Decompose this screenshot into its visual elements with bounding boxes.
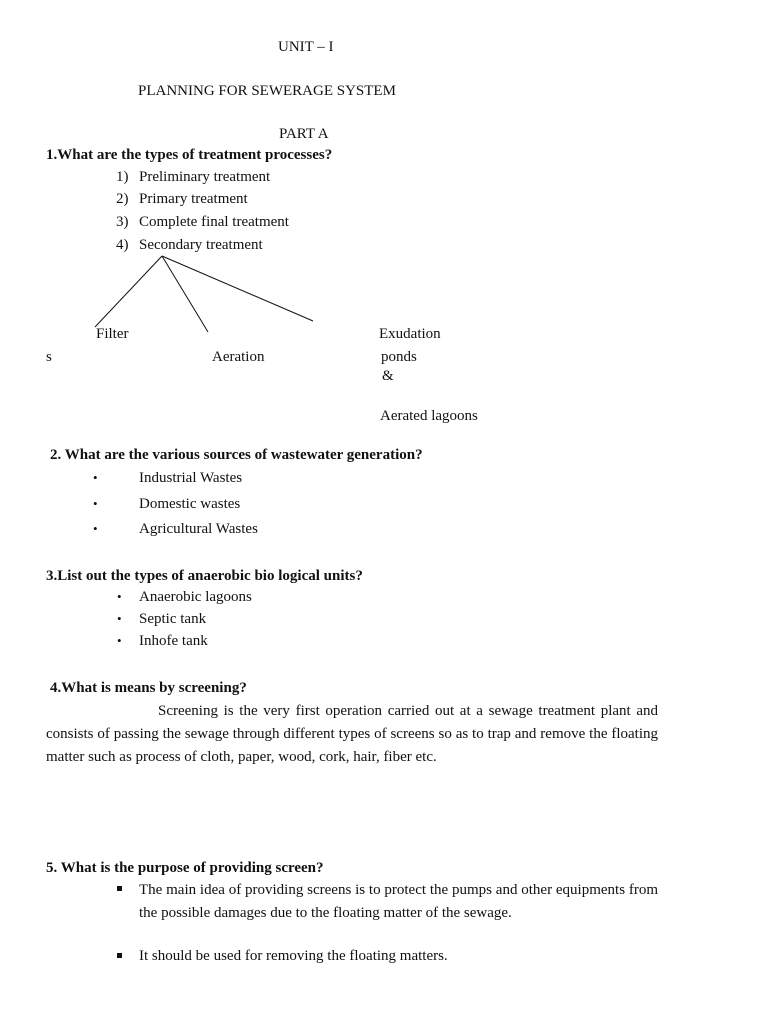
square-bullet-icon (117, 953, 122, 958)
page-title: PLANNING FOR SEWERAGE SYSTEM (138, 83, 396, 99)
diagram-label-filter: Filter (96, 326, 129, 342)
list-item: Inhofe tank (139, 633, 208, 649)
list-item-number: 3) (116, 214, 129, 230)
branch-line-aeration (162, 256, 208, 332)
list-item: Domestic wastes (139, 496, 241, 512)
diagram-label-aeration: Aeration (212, 349, 265, 365)
list-item-number: 1) (116, 169, 129, 185)
bullet-icon: • (117, 589, 122, 604)
answer-5-item: The main idea of providing screens is to protect the pumps and other equipments from the possible damages due to the floating matter of the sewage. (139, 882, 658, 921)
question-1: 1.What are the types of treatment processes? (46, 147, 333, 163)
list-item: Agricultural Wastes (139, 521, 258, 537)
branch-line-filter (95, 256, 162, 327)
diagram-label-exudation: Exudation (379, 326, 441, 342)
unit-heading: UNIT – I (278, 39, 334, 55)
question-3: 3.List out the types of anaerobic bio logical units? (46, 568, 363, 584)
list-item: Complete final treatment (139, 214, 289, 230)
list-item-number: 2) (116, 191, 129, 207)
list-item: Industrial Wastes (139, 470, 243, 486)
diagram-label-s: s (46, 349, 52, 365)
list-item: Primary treatment (139, 191, 248, 207)
question-2: 2. What are the various sources of wastewater generation? (50, 447, 423, 463)
answer-5-item: It should be used for removing the floating matters. (139, 948, 448, 964)
bullet-icon: • (117, 611, 122, 626)
part-heading: PART A (279, 126, 329, 142)
question-4: 4.What is means by screening? (50, 680, 247, 696)
diagram-label-lagoons: Aerated lagoons (380, 408, 478, 424)
bullet-icon: • (93, 521, 98, 536)
list-item-number: 4) (116, 237, 129, 253)
bullet-icon: • (93, 470, 98, 485)
list-item: Preliminary treatment (139, 169, 271, 185)
list-item: Anaerobic lagoons (139, 589, 252, 605)
bullet-icon: • (117, 633, 122, 648)
square-bullet-icon (117, 886, 122, 891)
answer-4-paragraph (46, 700, 658, 769)
list-item: Secondary treatment (139, 237, 263, 253)
list-item: Septic tank (139, 611, 207, 627)
diagram-label-ponds: ponds (381, 349, 417, 365)
branch-line-ponds (162, 256, 313, 321)
answer-4-text: Screening is the very first operation carried out at a sewage treatment plant and consists of passing the sewage through different types of screens so as to trap and remove the floating matter such as process of cloth, paper, wood, cork, hair, fiber etc. (46, 703, 658, 765)
question-5: 5. What is the purpose of providing screen? (46, 860, 324, 876)
bullet-icon: • (93, 496, 98, 511)
diagram-label-ampersand: & (382, 368, 394, 384)
